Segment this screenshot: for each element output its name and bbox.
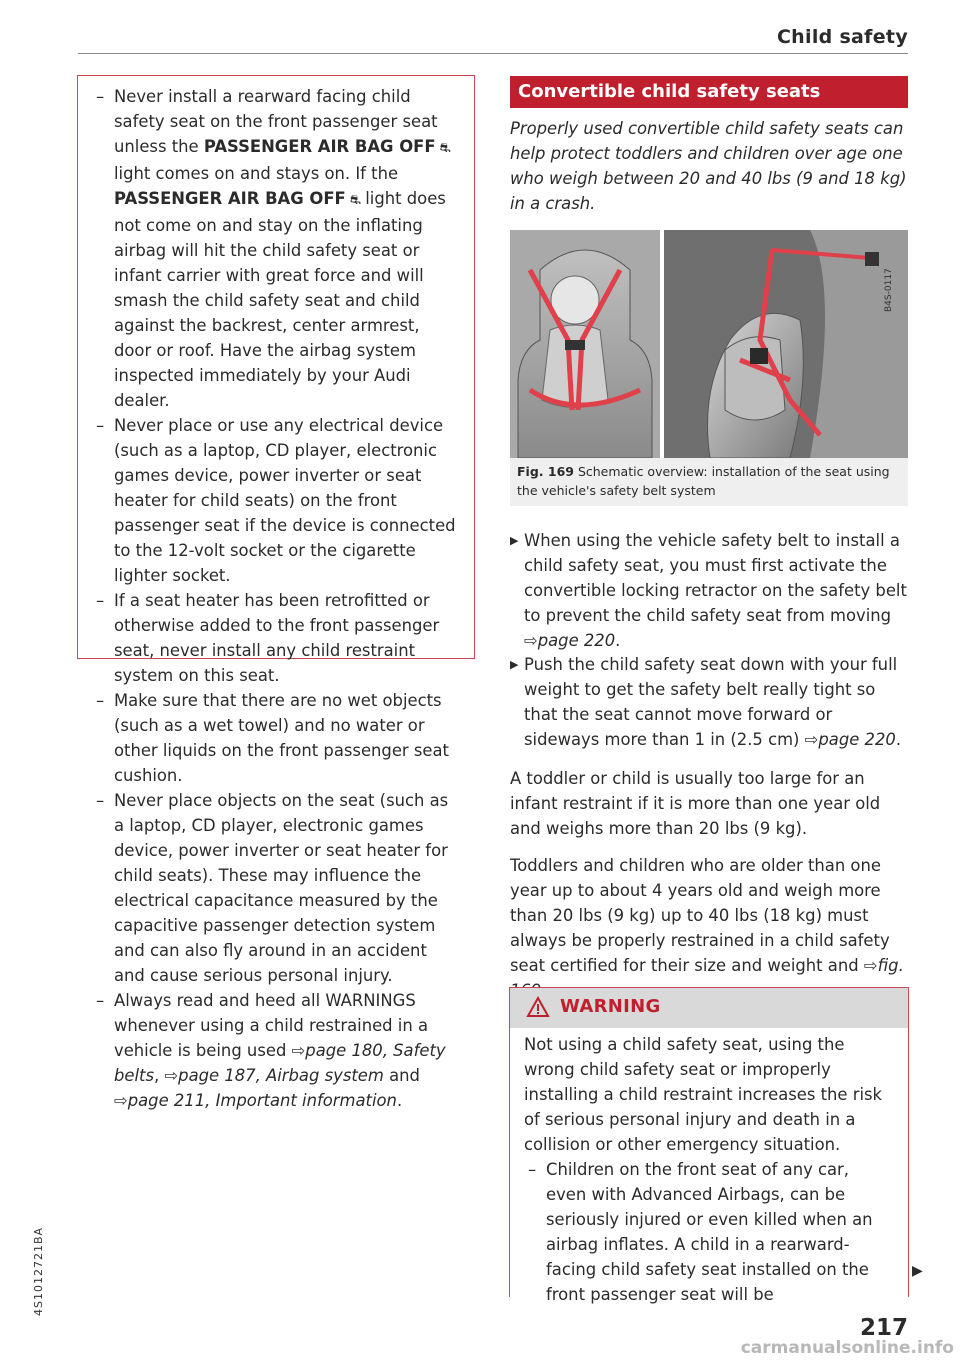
figure-code: B4S-0117 [884,268,894,312]
warning-box [509,987,909,1304]
step-2 [510,652,908,752]
figure-caption-text: Schematic overview: installation of the seat using the vehicle's safety belt system [517,464,890,498]
left-warning-item [92,84,460,413]
watermark: carmanualsonline.info [740,1338,954,1358]
left-warning-box [77,75,475,1110]
document-code: 4S1012721BA [32,1226,45,1316]
step-1 [510,528,908,653]
section-intro: Properly used convertible child safety seats can help protect toddlers and children over age one who weigh between 20 and 40 lbs (9 and 18 kg) in a crash. [510,119,907,213]
step-2-text: Push the child safety seat down with your full weight to get the safety belt really tight so that the seat cannot move forward or sideways more than 1 in (2.5 cm) ⇨page 220. [524,655,902,749]
left-warning-item-text: If a seat heater has been retrofitted or otherwise added to the front passenger seat, never install any child restraint system on this seat. [114,591,440,685]
cross-reference-link[interactable]: page 187, Airbag system [178,1066,384,1085]
warning-list-item [524,1157,886,1307]
arrow-right-icon: ⇨ [863,956,878,975]
arrow-right-icon: ⇨ [164,1066,179,1085]
header-rule [78,53,908,54]
figure-caption [517,462,905,500]
cross-reference-link[interactable]: page 220 [818,730,896,749]
left-warning-item [92,413,460,588]
figure-caption-label: Fig. 169 [517,464,574,479]
section-title: Convertible child safety seats [510,76,908,108]
left-warning-item [92,688,460,788]
warning-body [524,1032,886,1307]
dash-bullet: – [96,791,105,810]
page-number: 217 [859,1315,908,1341]
left-warning-item-text: Always read and heed all WARNINGS whenever using a child restrained in a vehicle is being used ⇨page 180, Safety belts, ⇨page 187, Airbag system and ⇨page 211, Important information. [114,991,446,1110]
triangle-bullet-icon: ▶ [510,534,519,547]
left-warning-item-text: Never place objects on the seat (such as a laptop, CD player, electronic games device, power inverter or seat heater for child seats). These may influence the electrical capacitance measured by the capacitive passenger detection system and can also fly around in an accident and cause serious personal injury. [114,791,449,985]
paragraph-toddler-restraint: Toddlers and children who are older than one year up to about 4 years old and weigh more than 20 lbs (9 kg) up to 40 lbs (18 kg) must always be properly restrained in a child safety seat certified for their size and weight and ⇨fig. [510,853,908,1003]
passenger-airbag-off-icon: ⛐ [435,141,451,156]
dash-bullet: – [96,416,105,435]
warning-list [524,1157,886,1307]
warning-body-text: Not using a child safety seat, using the wrong child safety seat or improperly installing a child restraint increases the risk of serious personal injury and death in a collision or other emergency situation. [524,1035,883,1154]
child-seat-illustration [510,230,908,458]
warning-triangle-icon [526,996,550,1018]
left-warning-item [92,588,460,688]
left-warning-item [92,788,460,988]
dash-bullet: – [96,87,105,106]
page-header-title: Child safety [776,26,908,48]
warning-header [510,988,908,1028]
dash-bullet: – [528,1160,537,1179]
passenger-airbag-off-icon: ⛐ [345,193,366,208]
arrow-right-icon: ⇨ [291,1041,306,1060]
warning-list-item-text: Children on the front seat of any car, even with Advanced Airbags, can be seriously injured or even killed when an airbag inflates. A child in a rearward-facing child safety seat installed on the front passenger seat will be [546,1160,873,1304]
bold-term: PASSENGER AIR BAG OFF [203,137,436,156]
cross-reference-link[interactable]: fig. [877,956,904,975]
dash-bullet: – [96,691,105,710]
warning-title: WARNING [560,996,661,1017]
left-warning-item-text: Never install a rearward facing child safety seat on the front passenger seat unless the PASSENGER AIR BAG OFF ⛐ light comes on and stays on. If the PASSENGER AIR BAG OFF ⛐ light does not come on and stay on the inflating airbag will hit the child safety seat or infant carrier with great force and will smash the child safety seat and child against the backrest, center armrest, door or roof. Have the airbag system inspected immediately by your Audi dealer. [114,87,451,410]
arrow-right-icon: ⇨ [804,730,819,749]
triangle-bullet-icon: ▶ [510,658,519,671]
step-1-text: When using the vehicle safety belt to install a child safety seat, you must first activate the convertible locking retractor on the safety belt to prevent the child safety seat from moving ⇨page 220. [524,531,907,650]
left-warning-item-text: Make sure that there are no wet objects (such as a wet towel) and no water or other liquids on the front passenger seat cushion. [114,691,449,785]
left-warning-item [92,988,460,1113]
arrow-right-icon: ⇨ [114,1091,128,1110]
arrow-right-icon: ⇨ [524,631,538,650]
dash-bullet: – [96,991,105,1010]
paragraph-toddler-size: A toddler or child is usually too large for an infant restraint if it is more than one year old and weighs more than 20 lbs (9 kg). [510,769,881,838]
left-warning-list [92,84,460,1113]
cross-reference-link[interactable]: page 180, Safety belts [114,1041,446,1085]
dash-bullet: – [96,591,105,610]
cross-reference-link[interactable]: page 211, Important information [127,1091,397,1110]
left-warning-item-text: Never place or use any electrical device (such as a laptop, CD player, electronic games device, power inverter or seat heater for child seats) on the front passenger seat if the device is connected to the 12-volt socket or the cigarette lighter socket. [114,416,456,585]
cross-reference-link[interactable]: page 220 [537,631,616,650]
bold-term: PASSENGER AIR BAG OFF [114,189,346,208]
continue-arrow-icon: ▶ [912,1263,923,1279]
